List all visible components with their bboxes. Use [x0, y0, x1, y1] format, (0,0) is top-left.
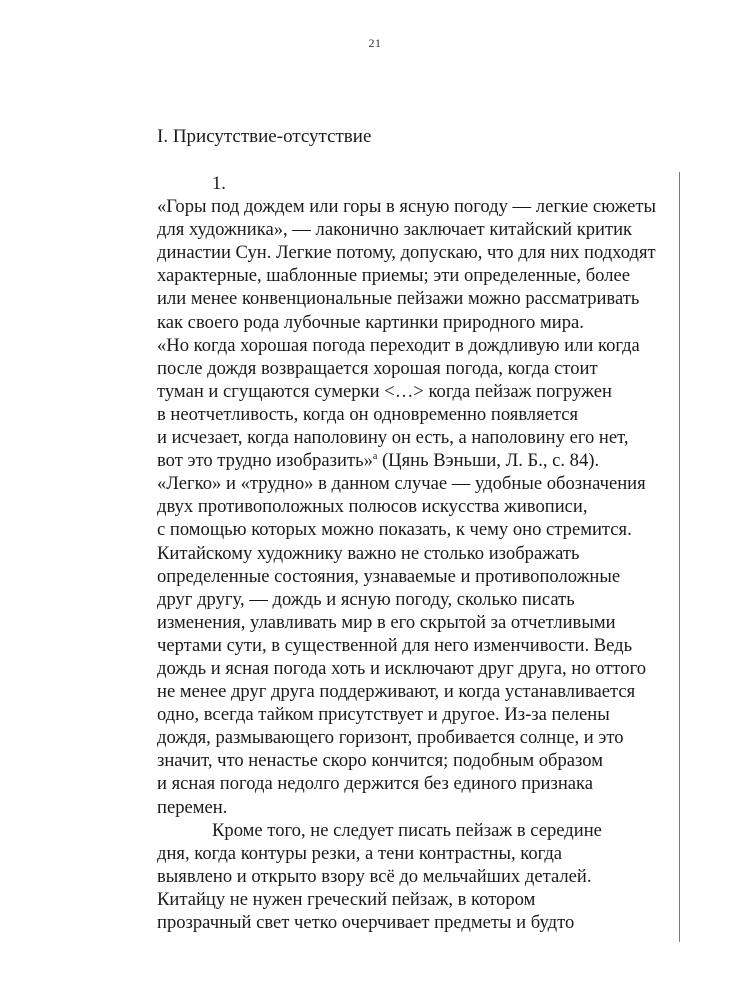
- text-line: двух противоположных полюсов искусства живописи,: [157, 496, 588, 518]
- text-line: характерные, шаблонные приемы; эти определенные, более: [157, 265, 631, 287]
- section-number: 1.: [212, 173, 226, 194]
- text-line: изменения, улавливать мир в его скрытой за отчетливыми: [157, 611, 616, 633]
- text-line: друг другу, — дождь и ясную погоду, сколько писать: [157, 588, 575, 610]
- text-line: значит, что ненастье скоро кончится; подобным образом: [157, 750, 604, 772]
- text-line: дождь и ясная погода хоть и исключают друг друга, но оттого: [157, 657, 647, 679]
- citation: (Цянь Вэньши, Л. Б., с. 84).: [377, 450, 600, 472]
- text-line: для художника», — лаконично заключает китайский критик: [157, 219, 633, 241]
- text-line: выявлено и открыто взору всё до мельчайших деталей.: [157, 865, 592, 887]
- text-line: Китайцу не нужен греческий пейзаж, в котором: [157, 888, 536, 910]
- page-number: 21: [368, 36, 382, 50]
- body-text: [157, 172, 667, 934]
- text-line: или менее конвенциональные пейзажи можно рассматривать: [157, 288, 640, 310]
- citation-line: [157, 449, 667, 472]
- text-line: с помощью которых можно показать, к чему оно стремится.: [157, 519, 632, 541]
- text-line: и исчезает, когда наполовину он есть, а наполовину его нет,: [157, 427, 629, 449]
- paragraph-first-line: Кроме того, не следует писать пейзаж в середине: [212, 819, 602, 841]
- text-line: не менее друг друга поддерживают, и когда устанавливается: [157, 681, 636, 703]
- text-line: «Но когда хорошая погода переходит в дождливую или когда: [157, 334, 640, 356]
- text-line: «Горы под дождем или горы в ясную погоду — легкие сюжеты: [157, 196, 656, 218]
- text-line: «Легко» и «трудно» в данном случае — удобные обозначения: [157, 473, 646, 495]
- quote-end: вот это трудно изобразить»: [157, 450, 373, 472]
- text-line: в неотчетливость, когда он одновременно появляется: [157, 403, 579, 425]
- text-line: после дождя возвращается хорошая погода, когда стоит: [157, 357, 598, 379]
- text-line: определенные состояния, узнаваемые и противоположные: [157, 565, 621, 587]
- chapter-heading: I. Присутствие-отсутствие: [157, 126, 372, 147]
- text-line: дождя, размывающего горизонт, пробивается солнце, и это: [157, 727, 624, 749]
- text-line: Китайскому художнику важно не столько изображать: [157, 542, 580, 564]
- text-line: дня, когда контуры резки, а тени контрастны, когда: [157, 842, 563, 864]
- text-line: туман и сгущаются сумерки <…> когда пейзаж погружен: [157, 380, 612, 402]
- text-line: династии Сун. Легкие потому, допускаю, что для них подходят: [157, 242, 656, 264]
- text-line: перемен.: [157, 796, 228, 818]
- text-line: одно, всегда тайком присутствует и другое. Из-за пелены: [157, 704, 610, 726]
- text-line: прозрачный свет четко очерчивает предметы и будто: [157, 912, 575, 933]
- text-line: как своего рода лубочные картинки природного мира.: [157, 311, 584, 333]
- margin-rule: [679, 172, 680, 942]
- footnote-marker: a: [372, 451, 378, 463]
- text-line: и ясная погода недолго держится без единого признака: [157, 773, 594, 795]
- text-line: чертами сути, в существенной для него изменчивости. Ведь: [157, 634, 633, 656]
